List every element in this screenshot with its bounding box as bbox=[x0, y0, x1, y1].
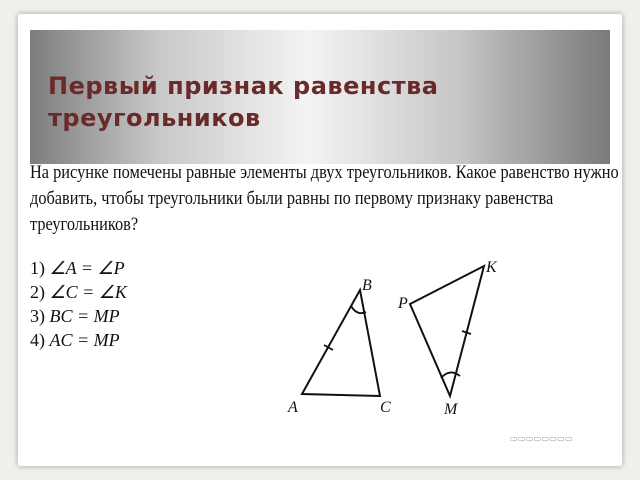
vertex-label-p: P bbox=[398, 295, 408, 312]
question-text: На рисунке помечены равные элементы двух треугольников. Какое равенство нужно добавить, чтобы треугольники были равны по первому признаку равенства треугольников? bbox=[30, 162, 619, 235]
option-number: 4) bbox=[30, 330, 45, 350]
option-text: ∠C = ∠K bbox=[49, 282, 127, 302]
angle-m-arc bbox=[441, 372, 460, 378]
option-text: BC = MP bbox=[49, 306, 120, 326]
triangle-pkm bbox=[410, 266, 484, 396]
option-text: AC = MP bbox=[49, 330, 120, 350]
option-number: 1) bbox=[30, 258, 45, 278]
vertex-label-b: B bbox=[362, 277, 372, 294]
vertex-label-k: K bbox=[486, 259, 497, 276]
vertex-label-c: C bbox=[380, 399, 391, 416]
slide bbox=[18, 14, 622, 466]
triangle-abc bbox=[302, 290, 380, 396]
option-number: 3) bbox=[30, 306, 45, 326]
slide-title: Первый признак равенства треугольников bbox=[48, 72, 439, 132]
vertex-label-m: M bbox=[444, 401, 458, 418]
option-number: 2) bbox=[30, 282, 45, 302]
option-text: ∠A = ∠P bbox=[49, 258, 125, 278]
vertex-label-a: A bbox=[288, 399, 298, 416]
watermark-logo: ▭▭▭▭▭▭▭▭ bbox=[510, 434, 573, 443]
triangles-figure bbox=[18, 14, 622, 466]
